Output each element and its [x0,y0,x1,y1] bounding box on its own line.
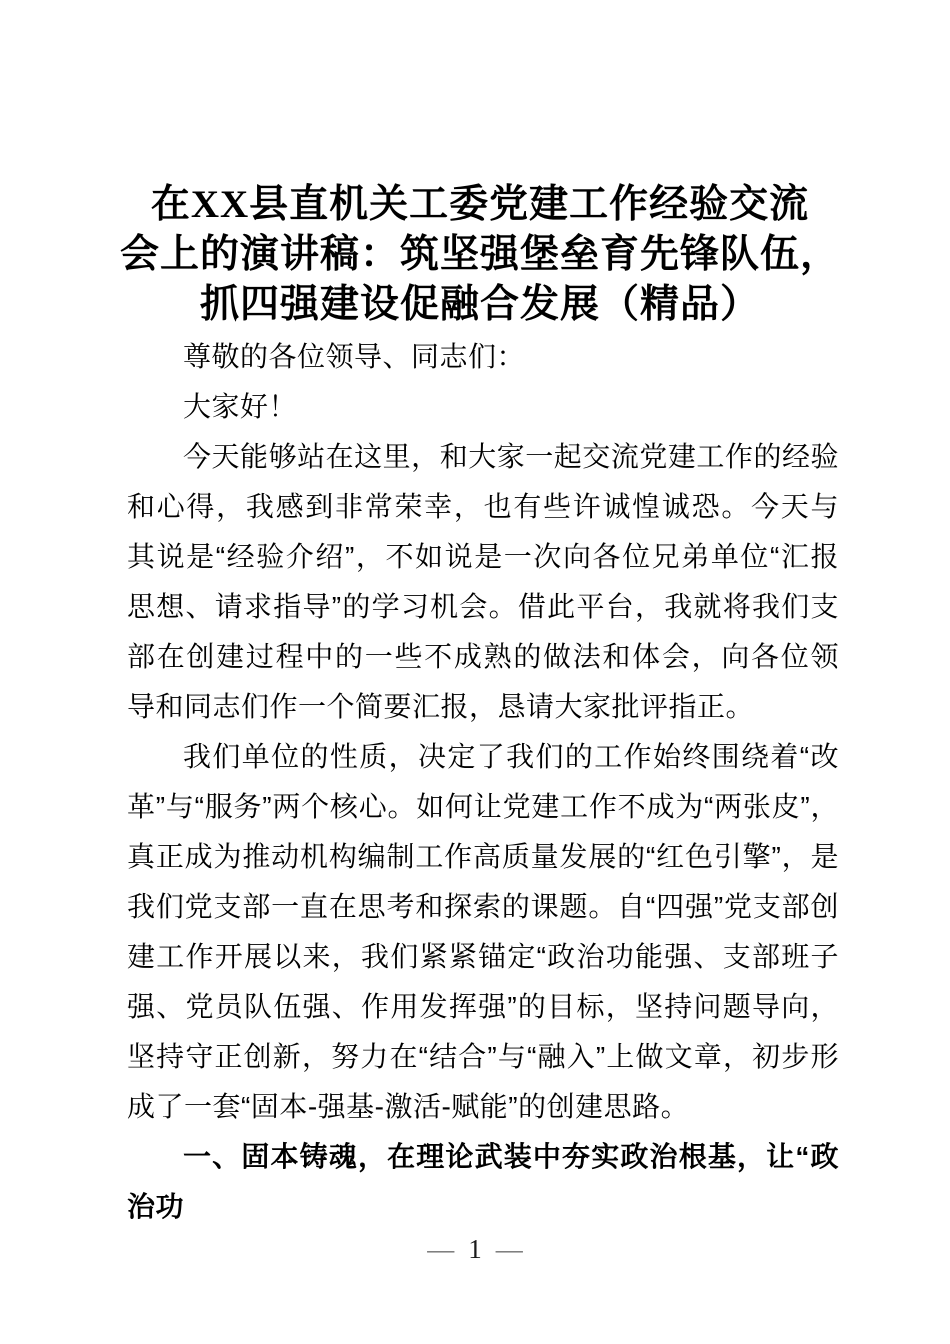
document-body [127,332,839,1232]
footer-dash-left: — [427,1234,455,1264]
title-line-3: 抓四强建设促融合发展（精品） [199,283,760,326]
title-line-1: 在XX县直机关工委党建工作经验交流 [150,183,810,226]
page-footer [0,1234,950,1264]
section-heading-1: 一、固本铸魂，在理论武装中夯实政治根基，让“政治功 [127,1141,839,1222]
page-number: 1 [468,1234,482,1264]
document-title [110,180,850,330]
salutation-paragraph: 尊敬的各位领导、同志们： [183,341,526,372]
greeting-paragraph: 大家好！ [183,391,298,422]
footer-dash-right: — [495,1234,523,1264]
title-line-2: 会上的演讲稿：筑坚强堡垒育先锋队伍， [119,233,840,276]
overview-paragraph: 我们单位的性质，决定了我们的工作始终围绕着“改革”与“服务”两个核心。如何让党建工作不成为“两张皮”，真正成为推动机构编制工作高质量发展的“红色引擎”，是我们党支部一直在思考和探索的课题。自“四强”党支部创建工作开展以来，我们紧紧锚定“政治功能强、支部班子强、党员队伍强、作用发挥强”的目标，坚持问题导向，坚持守正创新，努力在“结合”与“融入”上做文章，初步形成了一套“固本-强基-激活-赋能”的创建思路。 [127,741,839,1122]
opening-paragraph: 今天能够站在这里，和大家一起交流党建工作的经验和心得，我感到非常荣幸，也有些许诚惶诚恐。今天与其说是“经验介绍”，不如说是一次向各位兄弟单位“汇报思想、请求指导”的学习机会。借此平台，我就将我们支部在创建过程中的一些不成熟的做法和体会，向各位领导和同志们作一个简要汇报，恳请大家批评指正。 [127,441,839,722]
